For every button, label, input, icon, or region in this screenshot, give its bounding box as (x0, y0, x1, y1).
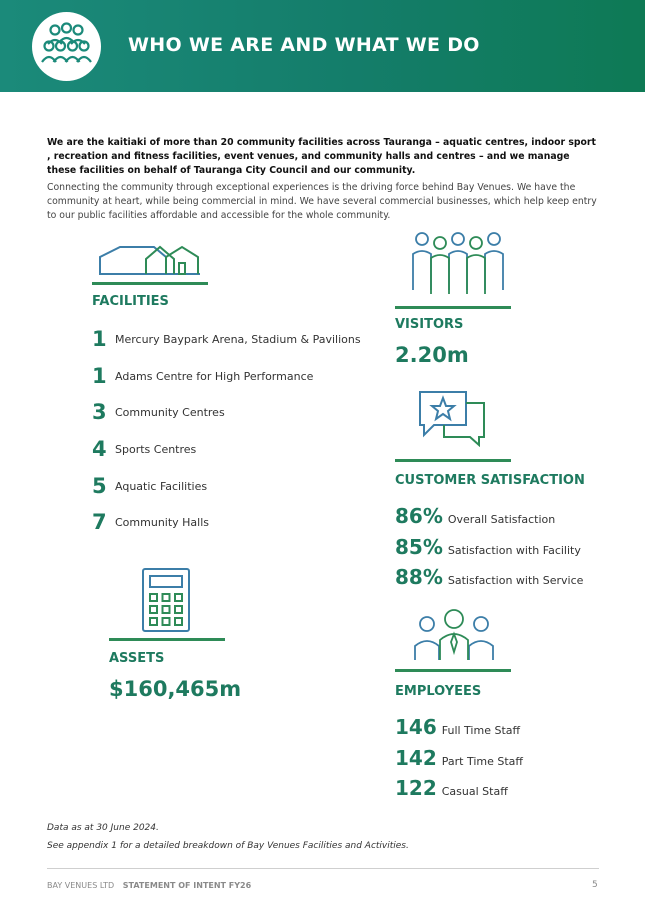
facility-count: 3 (92, 400, 107, 424)
satisfaction-label: Satisfaction with Service (447, 574, 584, 587)
page-number: 5 (592, 880, 598, 890)
header-banner (0, 0, 645, 92)
footer-document: STATEMENT OF INTENT FY26 (122, 881, 252, 890)
facility-count: 7 (92, 510, 107, 534)
facility-row (92, 474, 207, 498)
assets-rule (109, 638, 225, 641)
people-group-icon (38, 20, 95, 72)
facility-count: 1 (92, 327, 107, 351)
visitors-rule (395, 306, 511, 309)
satisfaction-title: CUSTOMER SATISFACTION (395, 473, 585, 488)
intro-paragraph: Connecting the community through exceptional experiences is the driving force behind Bay Venues. We have the community at heart, while being commercial in mind. We have several commercial businesses, which help keep entry to our public facilities affordable and accessible for the whole community. (47, 182, 597, 221)
footer-company: BAY VENUES LTD (47, 881, 115, 890)
satisfaction-value: 86% (395, 504, 443, 528)
facility-count: 1 (92, 364, 107, 388)
header-icon-badge (32, 12, 101, 81)
calculator-icon (141, 567, 191, 633)
satisfaction-value: 85% (395, 535, 443, 559)
employees-label: Part Time Staff (441, 755, 523, 768)
employees-row (395, 715, 520, 739)
employees-value: 122 (395, 776, 437, 800)
facility-row (92, 400, 225, 424)
facility-label: Aquatic Facilities (115, 479, 208, 493)
facility-label: Sports Centres (115, 442, 197, 456)
employees-value: 142 (395, 746, 437, 770)
employees-row (395, 776, 508, 800)
chat-star-icon (416, 389, 488, 447)
employees-row (395, 746, 523, 770)
facility-row (92, 364, 313, 388)
satisfaction-row (395, 535, 581, 559)
satisfaction-label: Overall Satisfaction (447, 513, 556, 526)
visitors-title: VISITORS (395, 317, 464, 332)
employees-value: 146 (395, 715, 437, 739)
facility-label: Community Centres (115, 405, 225, 419)
employees-rule (395, 669, 511, 672)
facility-label: Mercury Baypark Arena, Stadium & Pavilions (115, 332, 361, 346)
facility-count: 4 (92, 437, 107, 461)
employees-title: EMPLOYEES (395, 684, 482, 699)
footer-divider (47, 868, 599, 869)
satisfaction-rule (395, 459, 511, 462)
footer-text (47, 881, 251, 890)
buildings-icon (96, 243, 202, 277)
employees-label: Casual Staff (441, 785, 508, 798)
employees-icon (413, 606, 495, 662)
visitors-icon (410, 230, 510, 298)
assets-title: ASSETS (109, 651, 165, 666)
facility-label: Adams Centre for High Performance (115, 369, 314, 383)
satisfaction-row (395, 504, 555, 528)
facility-count: 5 (92, 474, 107, 498)
satisfaction-row (395, 565, 583, 589)
intro-bold-paragraph: We are the kaitiaki of more than 20 community facilities across Tauranga – aquatic centres, indoor sport , recreation and fitness facilities, event venues, and community halls and centres – and we manage these facilities on behalf of Tauranga City Council and our community. (47, 137, 596, 176)
facility-row (92, 327, 361, 351)
visitors-value: 2.20m (395, 343, 469, 367)
facility-label: Community Halls (115, 515, 210, 529)
employees-label: Full Time Staff (441, 724, 521, 737)
facility-row (92, 437, 196, 461)
satisfaction-value: 88% (395, 565, 443, 589)
page-title: WHO WE ARE AND WHAT WE DO (128, 34, 480, 56)
data-date-note: Data as at 30 June 2024. (47, 823, 159, 833)
facilities-rule (92, 282, 208, 285)
appendix-note: See appendix 1 for a detailed breakdown of Bay Venues Facilities and Activities. (47, 841, 409, 851)
facilities-title: FACILITIES (92, 294, 169, 309)
facility-row (92, 510, 209, 534)
assets-value: $160,465m (109, 677, 242, 701)
satisfaction-label: Satisfaction with Facility (447, 544, 581, 557)
